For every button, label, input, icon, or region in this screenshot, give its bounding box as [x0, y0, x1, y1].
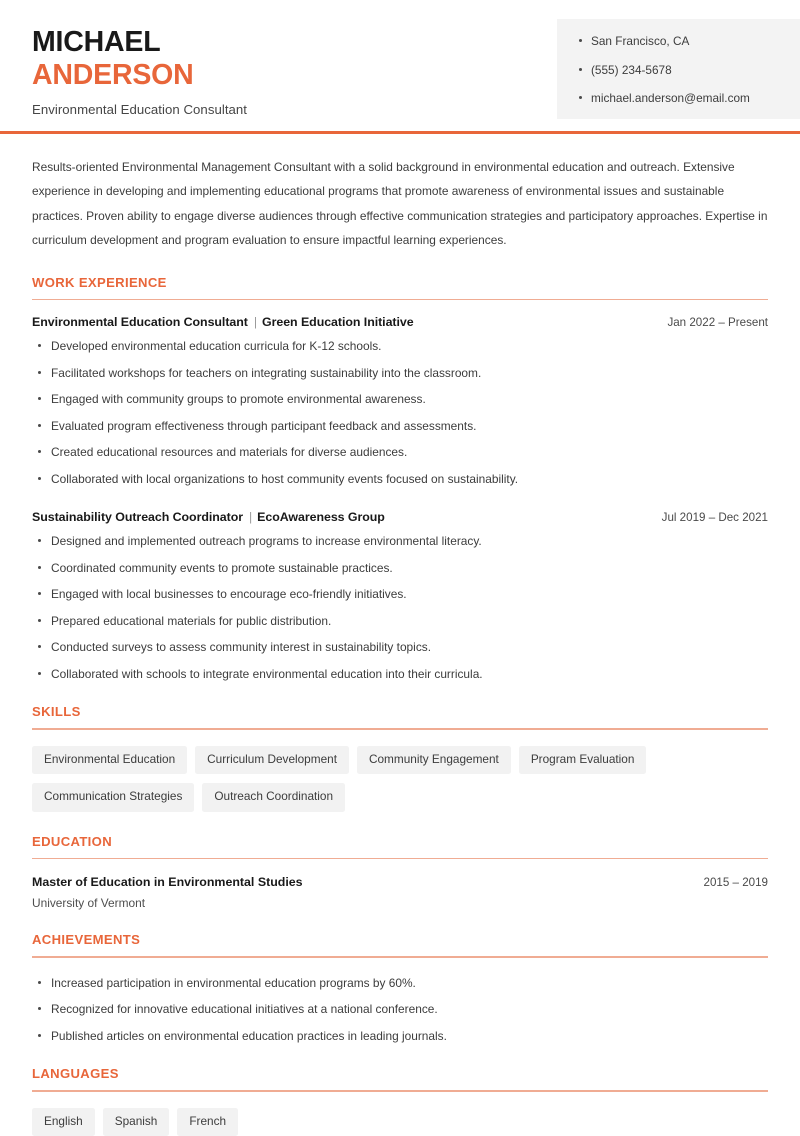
section-education	[32, 834, 768, 911]
name-last-line	[32, 59, 247, 92]
experience-bullet: Created educational resources and materials for diverse audiences.	[32, 444, 768, 460]
section-skills	[32, 704, 768, 812]
professional-summary: Results-oriented Environmental Management Consultant with a solid background in environmental education and outreach. Extensive experience in developing and implementing educational programs that promote awareness of environmental issues and sustainable practices. Proven ability to engage diverse audiences through effective communication strategies and participatory approaches. Expertise in curriculum development and program evaluation to ensure impactful learning experiences.	[32, 155, 768, 253]
skill-chip: Communication Strategies	[32, 783, 194, 812]
education-entry	[32, 875, 768, 910]
experience-entry-header	[32, 315, 768, 329]
section-divider	[32, 299, 768, 301]
section-title-achievements: ACHIEVEMENTS	[32, 932, 768, 947]
experience-entry	[32, 510, 768, 682]
experience-bullet: Facilitated workshops for teachers on integrating sustainability into the classroom.	[32, 365, 768, 381]
experience-entry-header	[32, 510, 768, 524]
experience-bullet-list	[32, 338, 768, 487]
experience-bullet: Designed and implemented outreach programs to increase environmental literacy.	[32, 533, 768, 549]
section-title-education: EDUCATION	[32, 834, 768, 849]
experience-bullet: Collaborated with local organizations to host community events focused on sustainability.	[32, 471, 768, 487]
experience-role: Environmental Education Consultant	[32, 315, 248, 329]
section-divider	[32, 728, 768, 730]
education-degree: Master of Education in Environmental Studies	[32, 875, 303, 889]
experience-bullet: Coordinated community events to promote sustainable practices.	[32, 560, 768, 576]
skills-chip-list	[32, 746, 768, 812]
achievement-bullet: Published articles on environmental education practices in leading journals.	[32, 1028, 768, 1044]
skill-chip: Community Engagement	[357, 746, 511, 775]
experience-title-line	[32, 315, 414, 329]
languages-chip-list	[32, 1108, 768, 1136]
contact-email[interactable]: michael.anderson@email.com	[579, 91, 784, 105]
section-title-skills: SKILLS	[32, 704, 768, 719]
section-title-work-experience: WORK EXPERIENCE	[32, 275, 768, 290]
last-name: ANDERSON	[32, 59, 194, 91]
experience-bullet: Engaged with local businesses to encourage eco-friendly initiatives.	[32, 586, 768, 602]
skill-chip: Outreach Coordination	[202, 783, 345, 812]
resume-content	[0, 155, 800, 1136]
skill-chip: Program Evaluation	[519, 746, 647, 775]
section-divider	[32, 1090, 768, 1092]
education-entry-header	[32, 875, 768, 889]
section-divider	[32, 858, 768, 860]
section-achievements	[32, 932, 768, 1044]
skill-chip: Environmental Education	[32, 746, 187, 775]
resume-header	[0, 0, 800, 131]
experience-date: Jan 2022 – Present	[653, 316, 768, 329]
section-divider	[32, 956, 768, 958]
contact-phone[interactable]: (555) 234-5678	[579, 63, 784, 77]
achievement-bullet: Recognized for innovative educational initiatives at a national conference.	[32, 1001, 768, 1017]
experience-company: EcoAwareness Group	[257, 510, 385, 524]
skill-chip: Curriculum Development	[195, 746, 349, 775]
education-school: University of Vermont	[32, 896, 768, 910]
experience-bullet: Evaluated program effectiveness through participant feedback and assessments.	[32, 418, 768, 434]
experience-company: Green Education Initiative	[262, 315, 414, 329]
contact-location: San Francisco, CA	[579, 34, 784, 48]
experience-bullet-list	[32, 533, 768, 682]
header-identity	[0, 0, 247, 117]
education-date: 2015 – 2019	[690, 876, 768, 889]
experience-bullet: Collaborated with schools to integrate environmental education into their curricula.	[32, 666, 768, 682]
name-first-line	[32, 26, 247, 59]
experience-bullet: Developed environmental education curricula for K-12 schools.	[32, 338, 768, 354]
contact-info-box	[557, 19, 800, 119]
language-chip: French	[177, 1108, 238, 1136]
experience-date: Jul 2019 – Dec 2021	[648, 511, 768, 524]
section-title-languages: LANGUAGES	[32, 1066, 768, 1081]
experience-bullet: Engaged with community groups to promote environmental awareness.	[32, 391, 768, 407]
title-separator: |	[249, 510, 252, 524]
header-job-title: Environmental Education Consultant	[32, 102, 247, 117]
achievements-bullet-list	[32, 975, 768, 1044]
experience-entry	[32, 315, 768, 487]
section-work-experience	[32, 275, 768, 682]
experience-role: Sustainability Outreach Coordinator	[32, 510, 243, 524]
title-separator: |	[254, 315, 257, 329]
header-accent-rule	[0, 131, 800, 134]
language-chip: English	[32, 1108, 95, 1136]
achievement-bullet: Increased participation in environmental education programs by 60%.	[32, 975, 768, 991]
experience-title-line	[32, 510, 385, 524]
experience-bullet: Conducted surveys to assess community interest in sustainability topics.	[32, 639, 768, 655]
language-chip: Spanish	[103, 1108, 170, 1136]
experience-bullet: Prepared educational materials for public distribution.	[32, 613, 768, 629]
section-languages	[32, 1066, 768, 1136]
first-name: MICHAEL	[32, 26, 160, 58]
